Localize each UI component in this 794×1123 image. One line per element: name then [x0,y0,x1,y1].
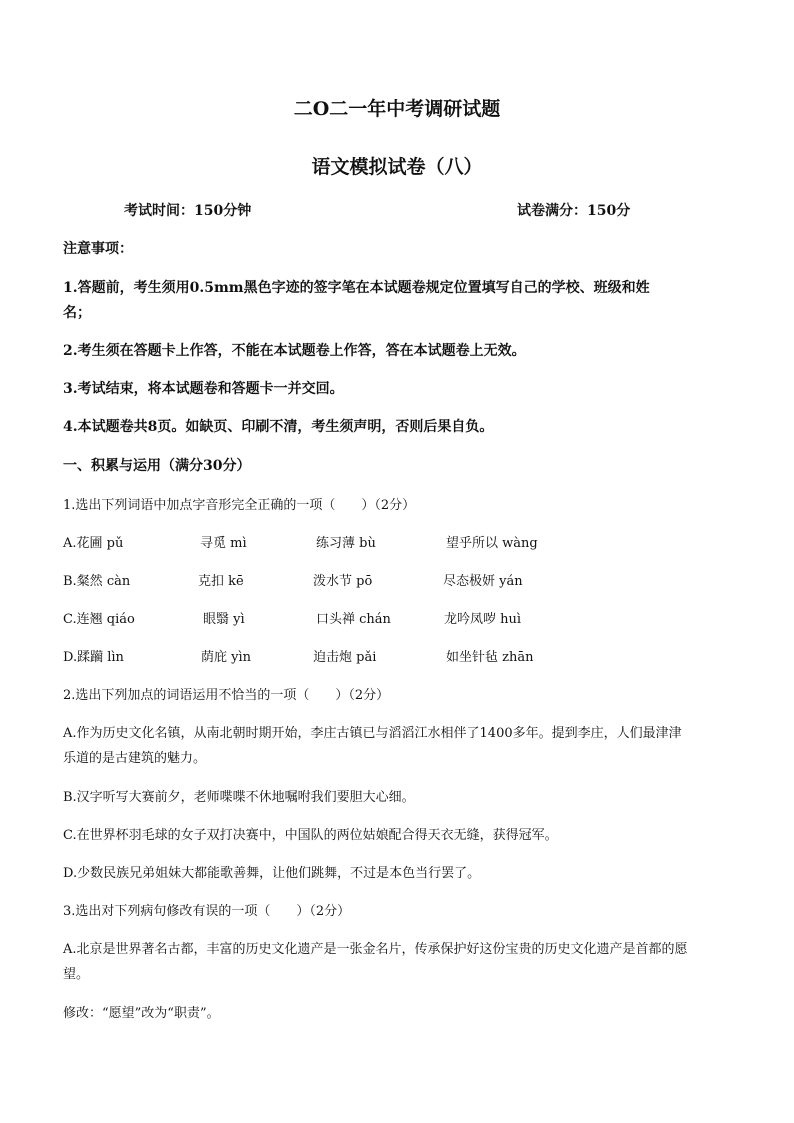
question-1-stem: 1.选出下列词语中加点字音形完全正确的一项（ ）（2分） [63,498,416,513]
note-item-2: 2.考生须在答题卡上作答，不能在本试题卷上作答，答在本试题卷上无效。 [63,343,526,359]
option-b-word-2: 克扣 kē [198,574,244,589]
question-3-option-a: A.北京是世界著名古都，丰富的历史文化遗产是一张金名片，传承保护好这份宝贵的历史文化遗产是首都的愿 [63,942,688,957]
option-b-word-4: 尽态极妍 yán [443,574,523,589]
option-d-word-2: 荫庇 yìn [201,650,252,665]
option-d-word-4: 如坐针毡 zhān [446,650,534,665]
question-2-option-b: B.汉字听写大赛前夕，老师喋喋不休地嘱咐我们要胆大心细。 [63,790,415,805]
option-b-word-1: B.粲然 càn [63,574,131,589]
full-score: 试卷满分：150分 [517,203,631,219]
option-a-word-3: 练习薄 bù [316,536,376,551]
section-heading: 一、积累与运用（满分30分） [63,458,251,474]
option-d-word-3: 迫击炮 pǎi [313,650,377,665]
option-b-word-3: 泼水节 pō [313,574,373,589]
question-2-option-a: A.作为历史文化名镇，从南北朝时期开始，李庄古镇已与滔滔江水相伴了1400多年。提到李庄，人们最津津 [63,726,682,741]
question-3-stem: 3.选出对下列病句修改有误的一项（ ）（2分） [63,904,351,919]
exam-time: 考试时间：150分钟 [124,203,252,219]
option-c-word-1: C.连翘 qiáo [63,612,135,627]
exam-title: 二O二一年中考调研试题 [293,98,501,120]
option-a-word-4: 望乎所以 wàng [446,536,538,551]
question-3-option-a-cont: 望。 [63,967,90,982]
option-d-word-1: D.蹂躏 lìn [63,650,124,665]
option-c-word-4: 龙吟凤哕 huì [444,612,522,627]
option-c-word-2: 眼翳 yì [203,612,245,627]
note-item-3: 3.考试结束，将本试题卷和答题卡一并交回。 [63,381,344,397]
note-item-1: 1.答题前，考生须用0.5mm黑色字迹的签字笔在本试题卷规定位置填写自己的学校、班级和姓 [63,280,650,296]
question-3-fix: 修改：“愿望”改为“职责”。 [63,1006,220,1021]
notes-heading: 注意事项： [63,241,133,257]
exam-subtitle: 语文模拟试卷（八） [311,156,483,178]
note-item-4: 4.本试题卷共8页。如缺页、印刷不清，考生须声明，否则后果自负。 [63,419,494,435]
question-2-option-c: C.在世界杯羽毛球的女子双打决赛中，中国队的两位姑娘配合得天衣无缝，获得冠军。 [63,828,558,843]
option-c-word-3: 口头禅 chán [316,612,391,627]
note-item-1-cont: 名； [63,305,91,321]
question-2-stem: 2.选出下列加点的词语运用不恰当的一项（ ）（2分） [63,688,390,703]
question-2-option-d: D.少数民族兄弟姐妹大都能歌善舞，让他们跳舞，不过是本色当行罢了。 [63,866,481,881]
question-2-option-a-cont: 乐道的是古建筑的魅力。 [63,751,207,766]
option-a-word-2: 寻觅 mì [200,536,247,551]
option-a-word-1: A.花圃 pǔ [63,536,124,551]
